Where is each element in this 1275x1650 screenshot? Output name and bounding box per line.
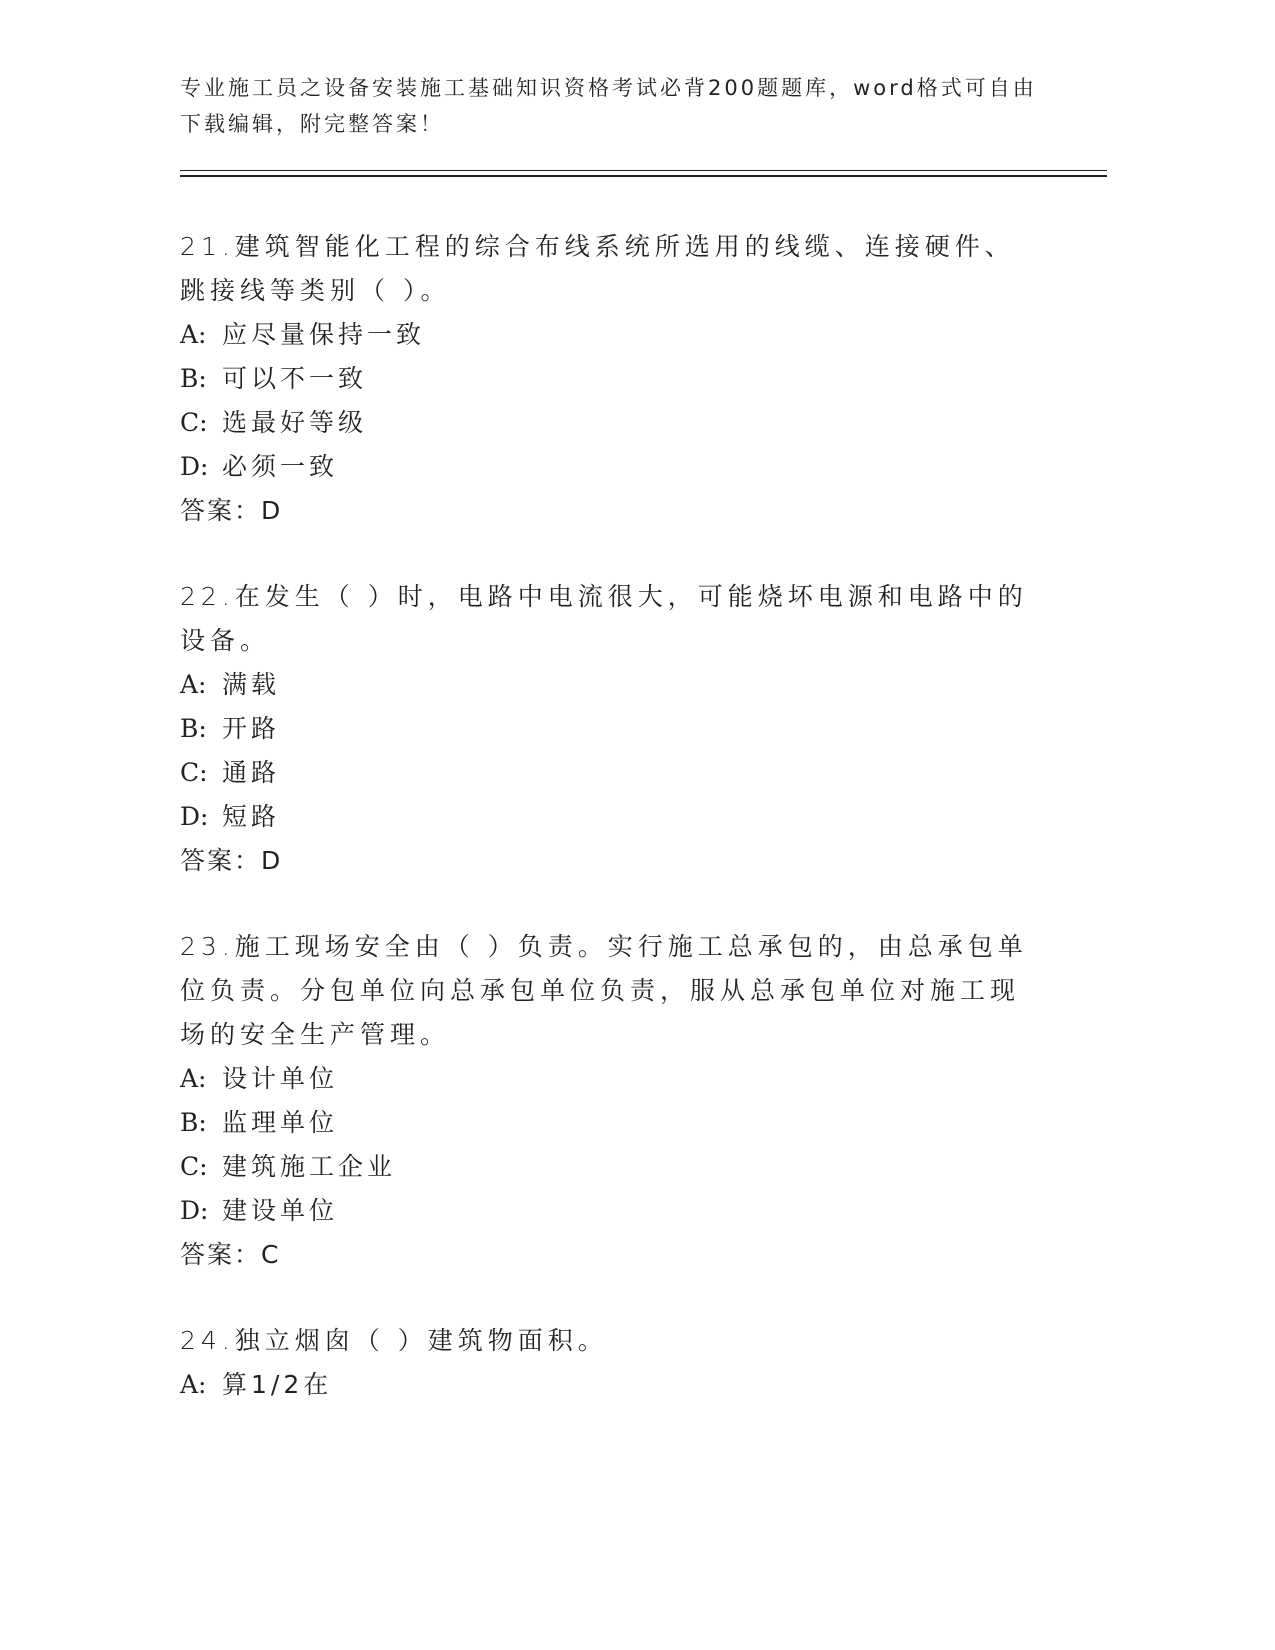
option-a [180, 1363, 1080, 1407]
option-text: 满载 [222, 670, 281, 699]
option-key: C: [180, 408, 208, 437]
option-b [180, 357, 1080, 401]
header-divider-thick [180, 175, 1107, 177]
option-a [180, 1057, 1080, 1101]
option-key: C: [180, 758, 208, 787]
question-23 [180, 925, 1080, 1277]
option-text: 可以不一致 [222, 364, 368, 393]
option-key: A: [180, 1064, 207, 1093]
option-key: A: [180, 1370, 207, 1399]
header-line-1: 专业施工员之设备安装施工基础知识资格考试必背200题题库，word格式可自由 [180, 76, 1037, 100]
option-text: 通路 [222, 758, 281, 787]
option-text: 监理单位 [222, 1108, 339, 1137]
option-d [180, 795, 1080, 839]
answer-line: 答案：D [180, 846, 283, 875]
option-b [180, 1101, 1080, 1145]
option-c [180, 1145, 1080, 1189]
option-text: 选最好等级 [222, 408, 368, 437]
header-line-2: 下载编辑，附完整答案！ [180, 112, 444, 136]
option-key: B: [180, 364, 207, 393]
question-22 [180, 575, 1080, 883]
option-text: 建筑施工企业 [222, 1152, 397, 1181]
option-key: B: [180, 714, 207, 743]
option-text: 算1/2在 [222, 1370, 333, 1399]
document-header [180, 70, 1040, 142]
option-text: 应尽量保持一致 [222, 320, 426, 349]
option-c [180, 401, 1080, 445]
option-text: 设计单位 [222, 1064, 339, 1093]
question-stem: 21.建筑智能化工程的综合布线系统所选用的线缆、连接硬件、跳接线等类别（ ）。 [180, 232, 1015, 305]
option-a [180, 663, 1080, 707]
option-text: 必须一致 [222, 452, 339, 481]
option-key: B: [180, 1108, 207, 1137]
option-key: A: [180, 320, 207, 349]
question-stem: 24.独立烟囱（ ）建筑物面积。 [180, 1326, 608, 1355]
option-d [180, 1189, 1080, 1233]
option-a [180, 313, 1080, 357]
answer-line: 答案：C [180, 1240, 281, 1269]
option-c [180, 751, 1080, 795]
option-key: D: [180, 802, 209, 831]
question-24 [180, 1319, 1080, 1407]
question-list [180, 225, 1080, 1449]
option-key: D: [180, 452, 209, 481]
option-text: 短路 [222, 802, 281, 831]
option-key: C: [180, 1152, 208, 1181]
option-text: 建设单位 [222, 1196, 339, 1225]
question-stem: 22.在发生（ ）时，电路中电流很大，可能烧坏电源和电路中的设备。 [180, 582, 1028, 655]
header-divider-thin [180, 170, 1107, 171]
option-b [180, 707, 1080, 751]
question-21 [180, 225, 1080, 533]
option-key: D: [180, 1196, 209, 1225]
question-stem: 23.施工现场安全由（ ）负责。实行施工总承包的，由总承包单位负责。分包单位向总承包单位负责，服从总承包单位对施工现场的安全生产管理。 [180, 932, 1028, 1049]
option-text: 开路 [222, 714, 281, 743]
option-d [180, 445, 1080, 489]
answer-line: 答案：D [180, 496, 283, 525]
option-key: A: [180, 670, 207, 699]
